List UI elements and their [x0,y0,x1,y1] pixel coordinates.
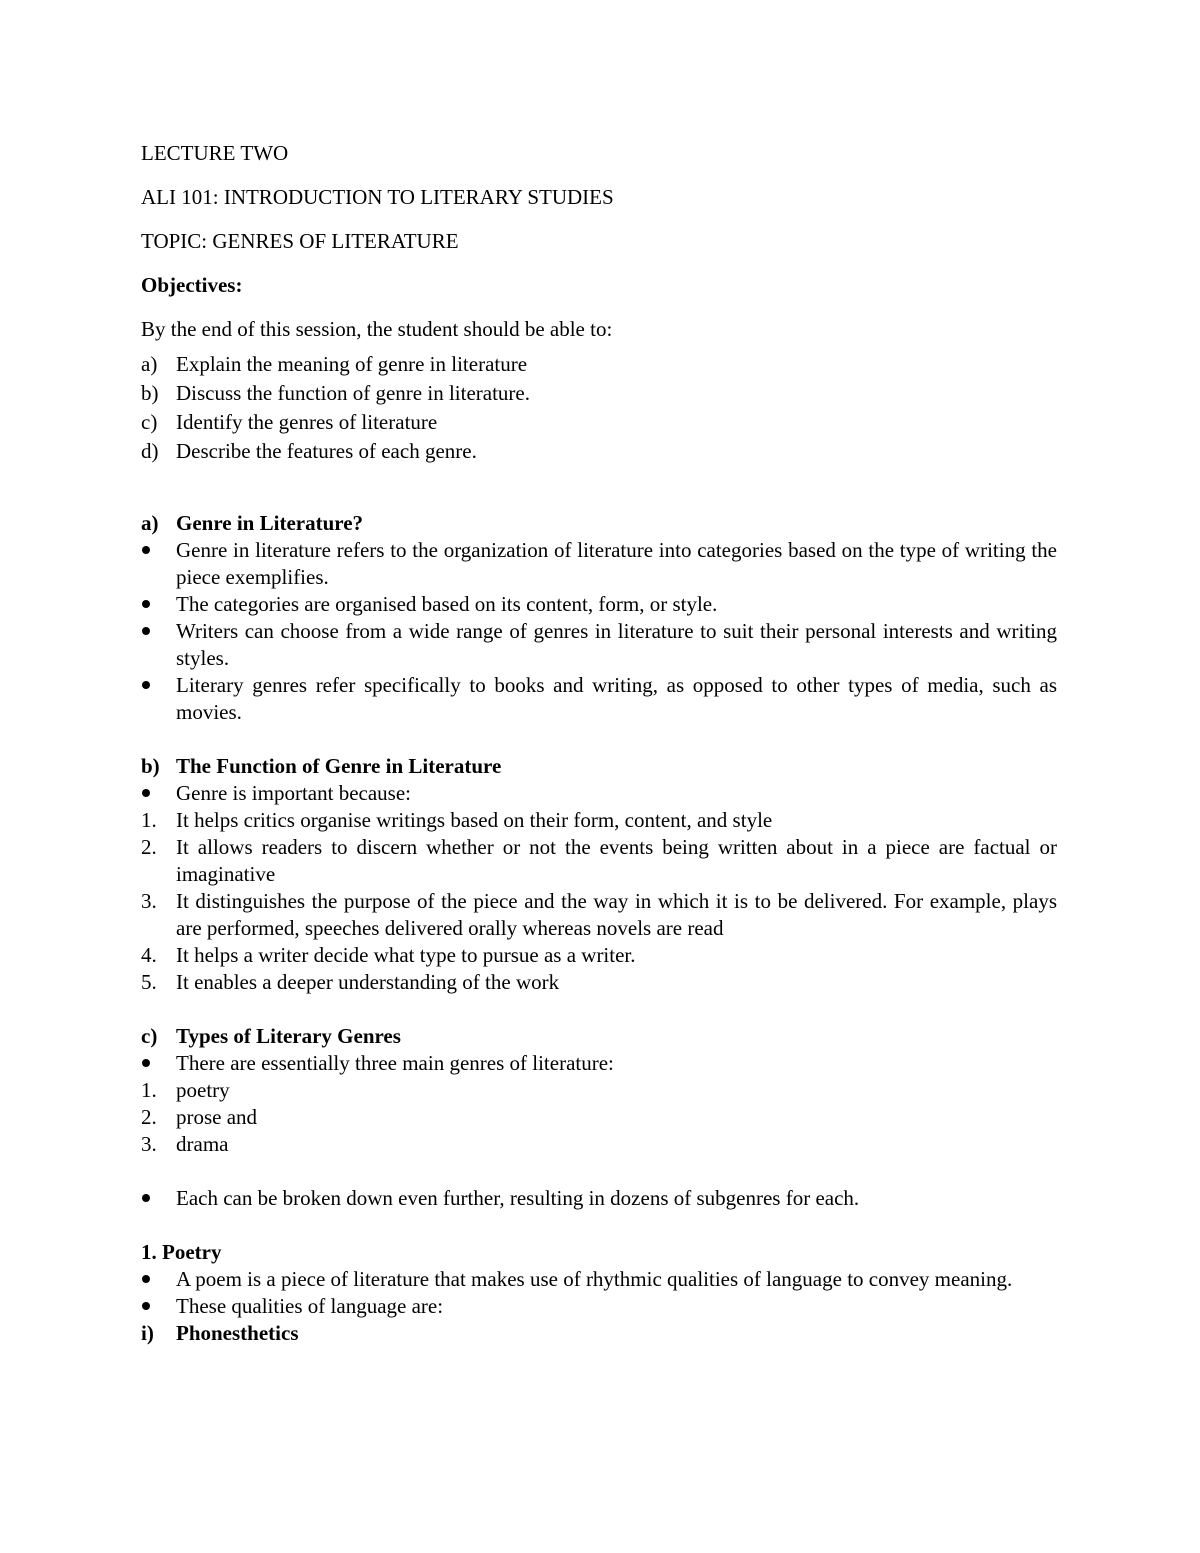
list-marker: 3. [141,1132,157,1156]
list-item [141,807,1057,834]
bullet-text: The categories are organised based on its content, form, or style. [176,592,718,616]
list-marker: 1. [141,1078,157,1102]
list-item [141,834,1057,888]
list-marker: 5. [141,970,157,994]
list-item [141,380,1057,407]
section-title: Types of Literary Genres [176,1024,401,1048]
section-types-of-genres [141,1023,1057,1212]
bullet-text: Genre is important because: [176,781,411,805]
section-function-of-genre [141,753,1057,996]
section-title: 1. Poetry [141,1240,222,1264]
bullet-icon [142,627,150,635]
list-marker: a) [141,352,158,376]
list-marker: 1. [141,808,157,832]
list-item [141,942,1057,969]
list-marker: 2. [141,835,157,859]
document-page [141,140,1057,1347]
section-heading [141,510,1057,537]
bullet-icon [142,1194,150,1202]
list-item [141,1077,1057,1104]
section-marker: b) [141,754,160,778]
list-item [141,888,1057,942]
list-item [141,1131,1057,1158]
bullet-icon [142,546,150,554]
list-item-text: It distinguishes the purpose of the piece and the way in which it is to be delivered. For example, plays are performed, speeches delivered orally whereas novels are read [176,889,1057,940]
list-item [141,409,1057,436]
list-item-text: Explain the meaning of genre in literature [176,352,528,376]
bullet-item [141,591,1057,618]
bullet-icon [142,789,150,797]
list-marker: 2. [141,1105,157,1129]
bullet-text: These qualities of language are: [176,1294,444,1318]
bullet-item [141,672,1057,726]
list-item [141,969,1057,996]
list-item-text: It enables a deeper understanding of the work [176,970,560,994]
objectives-intro: By the end of this session, the student should be able to: [141,317,613,341]
bullet-item [141,780,1057,807]
topic-title: TOPIC: GENRES OF LITERATURE [141,229,459,253]
section-marker: a) [141,511,159,535]
course-title: ALI 101: INTRODUCTION TO LITERARY STUDIES [141,185,614,209]
section-heading [141,753,1057,780]
list-marker: d) [141,439,159,463]
subsection-heading [141,1320,1057,1347]
bullet-text: Writers can choose from a wide range of genres in literature to suit their personal interests and writing styles. [176,619,1057,670]
list-item-text: It helps a writer decide what type to pursue as a writer. [176,943,636,967]
list-marker: b) [141,381,159,405]
section-genre-in-literature [141,510,1057,726]
subsection-title: Phonesthetics [176,1321,299,1345]
section-title: The Function of Genre in Literature [176,754,502,778]
list-item-text: Discuss the function of genre in literature. [176,381,530,405]
list-item [141,351,1057,378]
bullet-text: Literary genres refer specifically to books and writing, as opposed to other types of media, such as movies. [176,673,1057,724]
objectives-heading: Objectives: [141,273,243,297]
list-item-text: poetry [176,1078,230,1102]
bullet-icon [142,1059,150,1067]
subsection-marker: i) [141,1321,154,1345]
bullet-item [141,537,1057,591]
section-poetry [141,1239,1057,1347]
list-item [141,1104,1057,1131]
list-item-text: It helps critics organise writings based on their form, content, and style [176,808,773,832]
section-marker: c) [141,1024,158,1048]
list-marker: 3. [141,889,157,913]
bullet-item [141,1293,1057,1320]
bullet-text: Genre in literature refers to the organization of literature into categories based on the type of writing the piece exemplifies. [176,538,1057,589]
bullet-item [141,1050,1057,1077]
list-item [141,438,1057,465]
bullet-text: Each can be broken down even further, resulting in dozens of subgenres for each. [176,1186,860,1210]
lecture-title: LECTURE TWO [141,141,289,165]
list-marker: 4. [141,943,157,967]
list-item-text: Identify the genres of literature [176,410,438,434]
list-item-text: prose and [176,1105,258,1129]
bullet-icon [142,681,150,689]
list-item-text: drama [176,1132,229,1156]
section-title: Genre in Literature? [176,511,364,535]
bullet-icon [142,1275,150,1283]
list-item-text: Describe the features of each genre. [176,439,477,463]
objectives-list [141,351,1057,465]
list-marker: c) [141,410,158,434]
bullet-item [141,618,1057,672]
bullet-text: There are essentially three main genres of literature: [176,1051,614,1075]
bullet-item [141,1185,1057,1212]
bullet-icon [142,1302,150,1310]
bullet-text: A poem is a piece of literature that makes use of rhythmic qualities of language to convey meaning. [176,1267,1013,1291]
bullet-item [141,1266,1057,1293]
list-item-text: It allows readers to discern whether or not the events being written about in a piece are factual or imaginative [176,835,1057,886]
bullet-icon [142,600,150,608]
section-heading [141,1023,1057,1050]
